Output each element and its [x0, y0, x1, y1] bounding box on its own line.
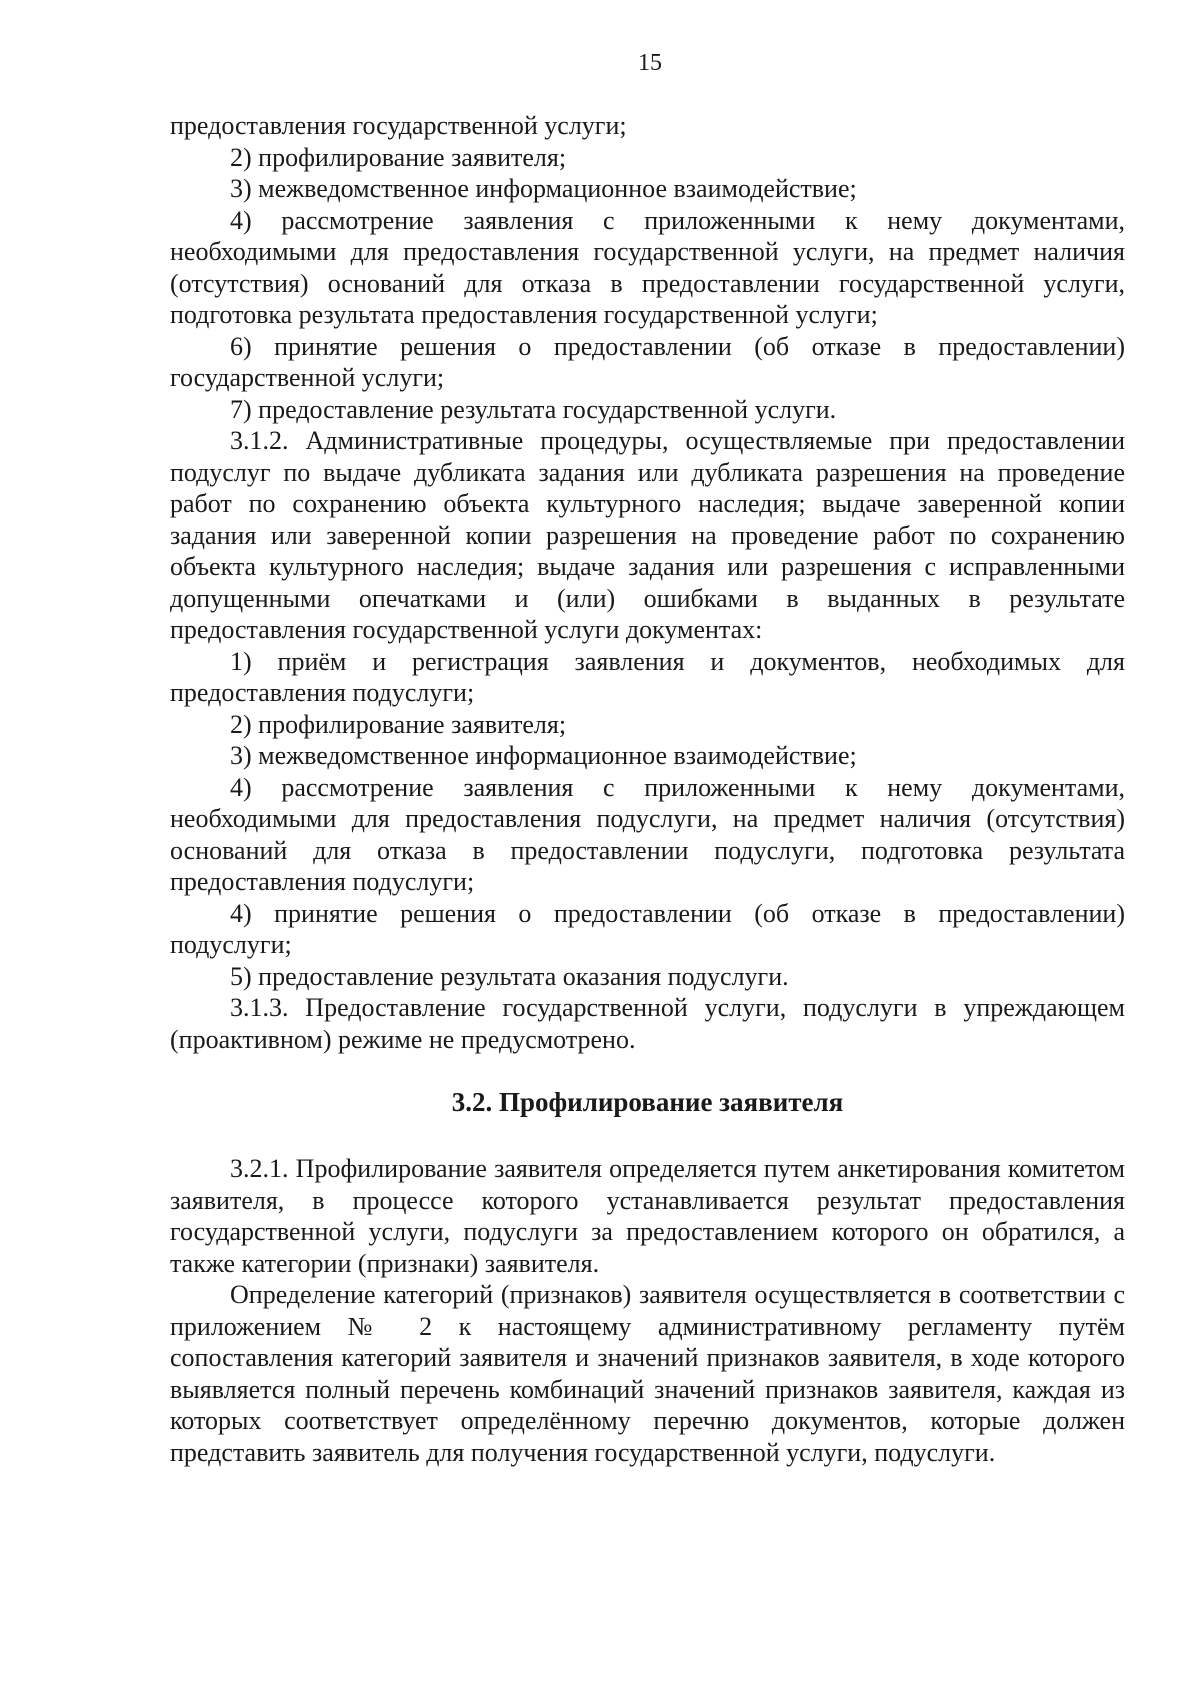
profiling-paragraph: Определение категорий (признаков) заявителя осуществляется в соответствии с приложением № 2 к настоящему административному регламенту путём сопоставления категорий заявителя и значений признаков заявителя, в ходе которого выявляется полный перечень комбинаций значений признаков заявителя, каждая из которых соответствует определённому перечню документов, которые должен представить заявитель для получения государственной услуги, подуслуги.	[170, 1280, 1125, 1467]
section-3-1-content	[170, 110, 1125, 1055]
section-3-2-content	[170, 1153, 1125, 1468]
body-paragraph: 3.1.3. Предоставление государственной услуги, подуслуги в упреждающем (проактивном) режиме не предусмотрено.	[170, 993, 1125, 1054]
body-paragraph: предоставления государственной услуги;	[170, 111, 627, 140]
body-paragraph: 2) профилирование заявителя;	[230, 709, 567, 739]
body-paragraph: 7) предоставление результата государственной услуги.	[230, 394, 837, 424]
body-paragraph: 3.1.2. Административные процедуры, осуществляемые при предоставлении подуслуг по выдаче дубликата задания или дубликата разрешения на проведение работ по сохранению объекта культурного наследия; выдаче заверенной копии задания или заверенной копии разрешения на проведение работ по сохранению объекта культурного наследия; выдаче задания или разрешения с исправленными допущенными опечатками и (или) ошибками в выданных в результате предоставления государственной услуги документах:	[170, 426, 1125, 644]
body-paragraph: 2) профилирование заявителя;	[230, 142, 567, 172]
document-body	[170, 110, 1125, 1468]
profiling-paragraph: 3.2.1. Профилирование заявителя определяется путем анкетирования комитетом заявителя, в процессе которого устанавливается результат предоставления государственной услуги, подуслуги за предоставлением которого он обратился, а также категории (признаки) заявителя.	[170, 1154, 1125, 1278]
page-number: 15	[638, 50, 662, 76]
body-paragraph: 1) приём и регистрация заявления и документов, необходимых для предоставления подуслуги;	[170, 646, 1125, 707]
body-paragraph: 3) межведомственное информационное взаимодействие;	[230, 741, 857, 770]
body-paragraph: 3) межведомственное информационное взаимодействие;	[230, 174, 857, 203]
body-paragraph: 4) рассмотрение заявления с приложенными к нему документами, необходимыми для предоставления подуслуги, на предмет наличия (отсутствия) оснований для отказа в предоставлении подуслуги, подготовка результата предоставления подуслуги;	[170, 772, 1125, 896]
body-paragraph: 6) принятие решения о предоставлении (об отказе в предоставлении) государственной услуги;	[170, 331, 1125, 392]
body-paragraph: 5) предоставление результата оказания подуслуги.	[230, 961, 789, 991]
body-paragraph: 4) принятие решения о предоставлении (об отказе в предоставлении) подуслуги;	[170, 898, 1125, 959]
body-paragraph: 4) рассмотрение заявления с приложенными к нему документами, необходимыми для предоставления государственной услуги, на предмет наличия (отсутствия) оснований для отказа в предоставлении государственной услуги, подготовка результата предоставления государственной услуги;	[170, 205, 1125, 329]
section-heading: 3.2. Профилирование заявителя	[451, 1087, 844, 1117]
